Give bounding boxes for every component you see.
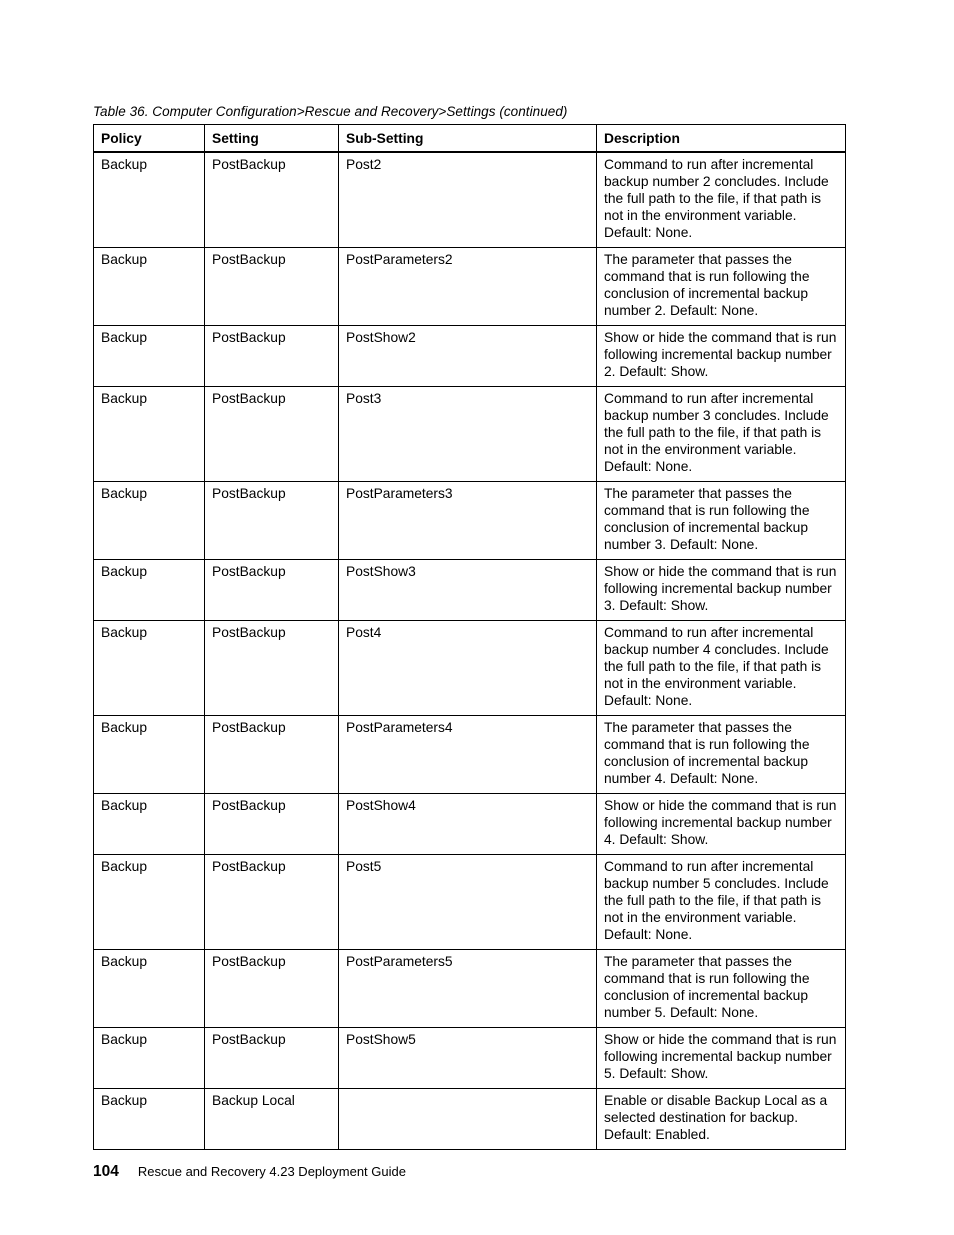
cell-policy: Backup	[94, 248, 205, 326]
cell-description: Show or hide the command that is run following incremental backup number 4. Default: Show.	[597, 794, 846, 855]
cell-description: Show or hide the command that is run following incremental backup number 5. Default: Show.	[597, 1028, 846, 1089]
table-row	[94, 326, 846, 387]
cell-sub-setting: PostShow2	[339, 326, 597, 387]
cell-description: Command to run after incremental backup number 2 concludes. Include the full path to the file, if that path is not in the environment variable. Default: None.	[597, 152, 846, 248]
cell-description: Enable or disable Backup Local as a selected destination for backup. Default: Enabled.	[597, 1089, 846, 1150]
cell-setting: PostBackup	[205, 248, 339, 326]
settings-table	[93, 124, 846, 1150]
cell-sub-setting: PostShow3	[339, 560, 597, 621]
cell-policy: Backup	[94, 1089, 205, 1150]
cell-sub-setting: PostShow5	[339, 1028, 597, 1089]
table-row	[94, 621, 846, 716]
table-row	[94, 560, 846, 621]
cell-sub-setting: PostParameters5	[339, 950, 597, 1028]
cell-setting: PostBackup	[205, 1028, 339, 1089]
cell-policy: Backup	[94, 482, 205, 560]
table-row	[94, 1028, 846, 1089]
cell-setting: PostBackup	[205, 855, 339, 950]
cell-sub-setting: Post5	[339, 855, 597, 950]
cell-sub-setting: Post4	[339, 621, 597, 716]
cell-setting: PostBackup	[205, 387, 339, 482]
cell-policy: Backup	[94, 1028, 205, 1089]
cell-setting: PostBackup	[205, 560, 339, 621]
table-row	[94, 794, 846, 855]
cell-description: The parameter that passes the command that is run following the conclusion of incremental backup number 2. Default: None.	[597, 248, 846, 326]
cell-description: The parameter that passes the command that is run following the conclusion of incremental backup number 4. Default: None.	[597, 716, 846, 794]
cell-sub-setting: Post3	[339, 387, 597, 482]
header-description: Description	[597, 125, 846, 153]
cell-sub-setting: PostParameters3	[339, 482, 597, 560]
cell-policy: Backup	[94, 387, 205, 482]
cell-setting: PostBackup	[205, 326, 339, 387]
cell-setting: PostBackup	[205, 950, 339, 1028]
cell-sub-setting: PostParameters4	[339, 716, 597, 794]
page-number: 104	[93, 1163, 119, 1180]
cell-description: Show or hide the command that is run following incremental backup number 3. Default: Show.	[597, 560, 846, 621]
cell-setting: PostBackup	[205, 794, 339, 855]
table-row	[94, 950, 846, 1028]
table-row	[94, 716, 846, 794]
cell-sub-setting: PostParameters2	[339, 248, 597, 326]
cell-description: Command to run after incremental backup number 3 concludes. Include the full path to the file, if that path is not in the environment variable. Default: None.	[597, 387, 846, 482]
table-row	[94, 152, 846, 248]
cell-description: The parameter that passes the command that is run following the conclusion of incremental backup number 5. Default: None.	[597, 950, 846, 1028]
cell-policy: Backup	[94, 716, 205, 794]
header-policy: Policy	[94, 125, 205, 153]
cell-description: Command to run after incremental backup number 4 concludes. Include the full path to the file, if that path is not in the environment variable. Default: None.	[597, 621, 846, 716]
cell-policy: Backup	[94, 326, 205, 387]
cell-policy: Backup	[94, 152, 205, 248]
table-caption: Table 36. Computer Configuration>Rescue and Recovery>Settings (continued)	[93, 104, 568, 119]
cell-policy: Backup	[94, 794, 205, 855]
table-row	[94, 248, 846, 326]
cell-sub-setting	[339, 1089, 597, 1150]
cell-setting: PostBackup	[205, 716, 339, 794]
cell-sub-setting: Post2	[339, 152, 597, 248]
page-footer	[93, 1163, 406, 1181]
table-row	[94, 482, 846, 560]
cell-description: Command to run after incremental backup number 5 concludes. Include the full path to the file, if that path is not in the environment variable. Default: None.	[597, 855, 846, 950]
cell-description: The parameter that passes the command that is run following the conclusion of incremental backup number 3. Default: None.	[597, 482, 846, 560]
cell-setting: PostBackup	[205, 152, 339, 248]
table-row	[94, 387, 846, 482]
cell-sub-setting: PostShow4	[339, 794, 597, 855]
header-setting: Setting	[205, 125, 339, 153]
table-row	[94, 855, 846, 950]
table-row	[94, 1089, 846, 1150]
header-sub-setting: Sub-Setting	[339, 125, 597, 153]
cell-setting: PostBackup	[205, 621, 339, 716]
cell-policy: Backup	[94, 560, 205, 621]
cell-policy: Backup	[94, 950, 205, 1028]
document-title: Rescue and Recovery 4.23 Deployment Guide	[137, 1164, 406, 1179]
cell-policy: Backup	[94, 855, 205, 950]
cell-setting: PostBackup	[205, 482, 339, 560]
cell-description: Show or hide the command that is run following incremental backup number 2. Default: Show.	[597, 326, 846, 387]
cell-policy: Backup	[94, 621, 205, 716]
table-header-row	[94, 125, 846, 153]
cell-setting: Backup Local	[205, 1089, 339, 1150]
